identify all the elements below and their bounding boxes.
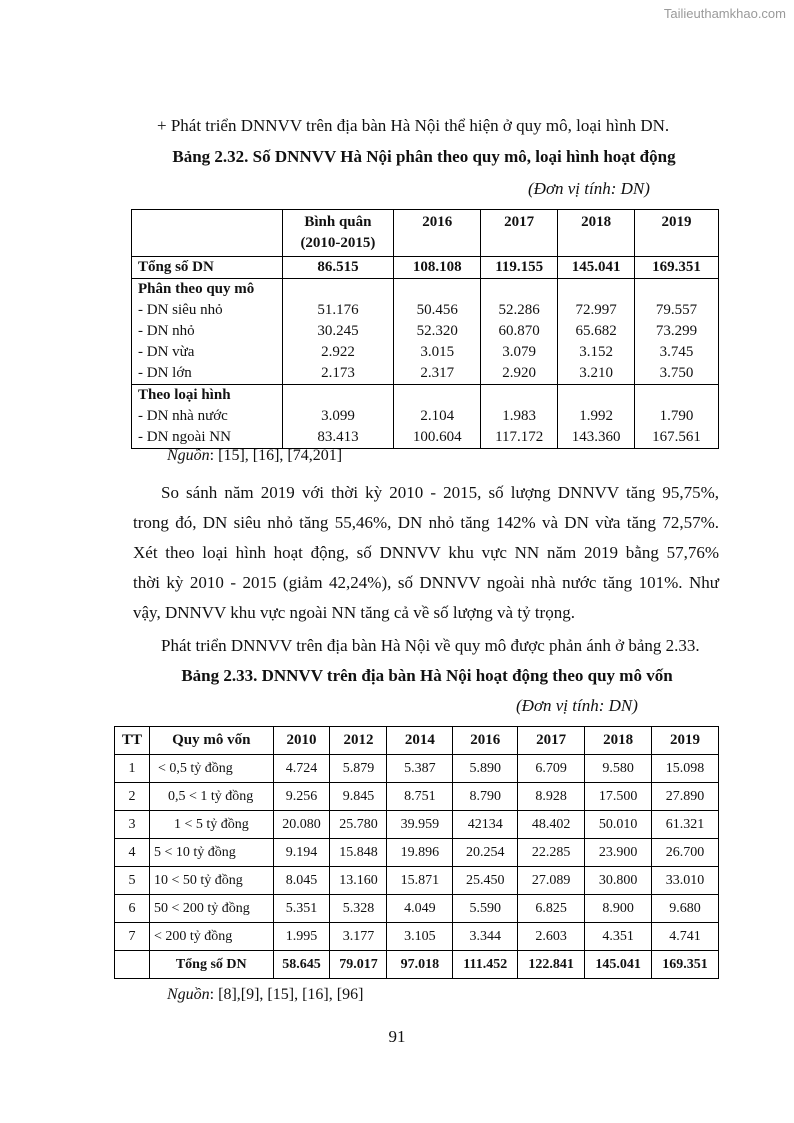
cell-value: 100.604: [412, 429, 462, 445]
cell-value: 58.645: [273, 951, 330, 979]
scale-group-labels: [132, 279, 283, 385]
row-label: - DN lớn: [138, 365, 192, 381]
paragraph-line: thời kỳ 2010 - 2015 (giảm 42,24%), số DNNVV ngoài nhà nước tăng 101%. Như: [133, 573, 719, 592]
cell-value: 3.152: [579, 344, 613, 360]
cell-value: 5.351: [273, 895, 330, 923]
cell-value: 8.928: [518, 783, 585, 811]
header-blank-cell: [132, 210, 283, 257]
cell-scale: 50 < 200 tỷ đồng: [149, 895, 273, 923]
cell-value: 8.751: [387, 783, 453, 811]
cell-value: 9.680: [652, 895, 719, 923]
cell-value: 5.890: [453, 755, 518, 783]
cell-value: 83.413: [317, 429, 359, 445]
cell-value: 9.580: [585, 755, 652, 783]
cell-value: 2.173: [321, 365, 355, 381]
row-label: - DN ngoài NN: [138, 429, 231, 445]
cell-value: 3.099: [321, 408, 355, 424]
table-row: [115, 783, 719, 811]
cell-value: 25.780: [330, 811, 387, 839]
cell-tt: 2: [115, 783, 150, 811]
cell-value: 5.387: [387, 755, 453, 783]
cell-value: 48.402: [518, 811, 585, 839]
table-header-row: [115, 727, 719, 755]
row-label: Tổng số DN: [132, 257, 283, 279]
group-title: Phân theo quy mô: [138, 281, 255, 297]
cell-tt: 3: [115, 811, 150, 839]
cell-scale: 0,5 < 1 tỷ đồng: [149, 783, 273, 811]
column-values: [558, 279, 635, 385]
cell-value: 51.176: [317, 302, 359, 318]
header-cell: 2018: [585, 727, 652, 755]
header-cell: 2012: [330, 727, 387, 755]
cell-value: 6.825: [518, 895, 585, 923]
cell-scale: 1 < 5 tỷ đồng: [149, 811, 273, 839]
column-values: [394, 385, 481, 449]
cell-value: 8.790: [453, 783, 518, 811]
table-row: [115, 867, 719, 895]
cell-scale: 10 < 50 tỷ đồng: [149, 867, 273, 895]
cell-value: 17.500: [585, 783, 652, 811]
cell-value: 169.351: [652, 951, 719, 979]
column-values: [635, 385, 719, 449]
cell-value: 72.997: [575, 302, 617, 318]
paragraph-comparison: [133, 478, 719, 628]
cell-value: 15.098: [652, 755, 719, 783]
watermark: Tailieuthamkhao.com: [663, 6, 786, 21]
column-values: [558, 385, 635, 449]
row-label: - DN nhỏ: [138, 323, 195, 339]
source-label: Nguồn: [167, 447, 210, 464]
cell-value: 61.321: [652, 811, 719, 839]
cell-value: 145.041: [558, 257, 635, 279]
cell-value: 19.896: [387, 839, 453, 867]
cell-value: 30.800: [585, 867, 652, 895]
cell-value: 167.561: [652, 429, 701, 445]
cell-value: 6.709: [518, 755, 585, 783]
header-cell: 2016: [453, 727, 518, 755]
cell-value: 111.452: [453, 951, 518, 979]
table-row: [115, 839, 719, 867]
row-label: - DN siêu nhỏ: [138, 302, 223, 318]
paragraph-line: trong đó, DN siêu nhỏ tăng 55,46%, DN nhỏ tăng 142% và DN vừa tăng 72,57%.: [133, 513, 719, 532]
cell-value: 60.870: [498, 323, 540, 339]
scale-group-block: [132, 279, 719, 385]
cell-value: 4.724: [273, 755, 330, 783]
cell-value: 50.456: [416, 302, 458, 318]
cell-tt: 6: [115, 895, 150, 923]
row-label: - DN nhà nước: [138, 408, 228, 424]
cell-value: 33.010: [652, 867, 719, 895]
cell-value: 5.328: [330, 895, 387, 923]
cell-value: 22.285: [518, 839, 585, 867]
page-number: 91: [388, 1027, 406, 1046]
cell-value: 1.790: [659, 408, 694, 424]
cell-value: 108.108: [394, 257, 481, 279]
cell-value: 5.879: [330, 755, 387, 783]
table1-source: [167, 447, 342, 465]
cell-tt: 5: [115, 867, 150, 895]
cell-value: 169.351: [635, 257, 719, 279]
cell-value: 86.515: [282, 257, 394, 279]
cell-value: 9.845: [330, 783, 387, 811]
header-year: 2016: [394, 210, 481, 257]
cell-value: 4.741: [652, 923, 719, 951]
cell-value: 3.177: [330, 923, 387, 951]
cell-value: 26.700: [652, 839, 719, 867]
source-label: Nguồn: [167, 986, 210, 1003]
column-values: [481, 279, 558, 385]
cell-value: 20.254: [453, 839, 518, 867]
cell-value: 79.557: [655, 302, 698, 318]
type-group-labels: [132, 385, 283, 449]
cell-value: 23.900: [585, 839, 652, 867]
table-row: [115, 895, 719, 923]
cell-value: 27.890: [652, 783, 719, 811]
header-cell: TT: [115, 727, 150, 755]
table-row: [115, 923, 719, 951]
header-cell: 2014: [387, 727, 453, 755]
paragraph-line: vậy, DNNVV khu vực ngoài NN tăng cả về số lượng và tỷ trọng.: [133, 603, 575, 622]
cell-value: 8.045: [273, 867, 330, 895]
table2-title: Bảng 2.33. DNNVV trên địa bàn Hà Nội hoạt động theo quy mô vốn: [181, 666, 673, 685]
cell-value: 2.317: [420, 365, 455, 381]
cell-value: 4.351: [585, 923, 652, 951]
cell-value: 9.194: [273, 839, 330, 867]
paragraph-line: So sánh năm 2019 với thời kỳ 2010 - 2015, số lượng DNNVV tăng 95,75%,: [161, 483, 719, 502]
cell-value: 79.017: [330, 951, 387, 979]
row-label: - DN vừa: [138, 344, 195, 360]
cell-value: 9.256: [273, 783, 330, 811]
column-values: [481, 385, 558, 449]
header-year: 2019: [635, 210, 719, 257]
cell-value: 143.360: [571, 429, 621, 445]
header-year: 2018: [558, 210, 635, 257]
cell-value: 4.049: [387, 895, 453, 923]
header-year: 2017: [481, 210, 558, 257]
cell-tt: 1: [115, 755, 150, 783]
cell-scale: < 0,5 tỷ đồng: [149, 755, 273, 783]
table-header-row: [132, 210, 719, 257]
source-refs: : [15], [16], [74,201]: [209, 447, 343, 464]
cell-value: 145.041: [585, 951, 652, 979]
cell-value: 1.992: [579, 408, 613, 424]
table1-unit: (Đơn vị tính: DN): [528, 179, 650, 198]
cell-total-label: Tổng số DN: [149, 951, 273, 979]
cell-value: 3.105: [387, 923, 453, 951]
table2-unit: (Đơn vị tính: DN): [516, 696, 638, 715]
cell-value: 30.245: [317, 323, 359, 339]
cell-value: 25.450: [453, 867, 518, 895]
total-row: [132, 257, 719, 279]
cell-value: 15.871: [387, 867, 453, 895]
total-row: [115, 951, 719, 979]
column-values: [282, 279, 394, 385]
cell-value: 3.015: [420, 344, 455, 360]
cell-scale: 5 < 10 tỷ đồng: [149, 839, 273, 867]
source-refs: : [8],[9], [15], [16], [96]: [209, 986, 364, 1003]
cell-value: 3.745: [659, 344, 694, 360]
table-dn-by-scale-type: [131, 209, 719, 449]
header-cell: 2010: [273, 727, 330, 755]
table-row: [115, 755, 719, 783]
column-values: [635, 279, 719, 385]
cell-value: 3.079: [502, 344, 537, 360]
cell-value: 39.959: [387, 811, 453, 839]
header-average: [282, 210, 394, 257]
cell-value: 1.995: [273, 923, 330, 951]
cell-scale: < 200 tỷ đồng: [149, 923, 273, 951]
header-cell: 2017: [518, 727, 585, 755]
cell-value: 117.172: [495, 429, 544, 445]
cell-tt: 7: [115, 923, 150, 951]
cell-value: 2.603: [518, 923, 585, 951]
cell-value: 97.018: [387, 951, 453, 979]
cell-value: 3.750: [659, 365, 694, 381]
cell-value: 65.682: [575, 323, 617, 339]
cell-value: 13.160: [330, 867, 387, 895]
cell-value: 42134: [453, 811, 518, 839]
cell-value: 27.089: [518, 867, 585, 895]
cell-value: 20.080: [273, 811, 330, 839]
cell-value: 15.848: [330, 839, 387, 867]
header-cell: Quy mô vốn: [149, 727, 273, 755]
cell-value: 2.922: [321, 344, 355, 360]
table1-title: Bảng 2.32. Số DNNVV Hà Nội phân theo quy mô, loại hình hoạt động: [172, 147, 676, 166]
column-values: [282, 385, 394, 449]
cell-value: 2.104: [420, 408, 455, 424]
table-dn-by-capital: [114, 726, 719, 979]
cell-value: 3.344: [453, 923, 518, 951]
header-average-line1: Bình quân: [304, 214, 372, 230]
header-cell: 2019: [652, 727, 719, 755]
cell-tt: 4: [115, 839, 150, 867]
group-title: Theo loại hình: [138, 387, 231, 403]
cell-value: 119.155: [481, 257, 558, 279]
cell-value: 122.841: [518, 951, 585, 979]
cell-value: 8.900: [585, 895, 652, 923]
cell-value: 2.920: [502, 365, 537, 381]
cell-value: 73.299: [655, 323, 698, 339]
cell-value: 52.286: [498, 302, 540, 318]
intro-line: + Phát triển DNNVV trên địa bàn Hà Nội thể hiện ở quy mô, loại hình DN.: [157, 116, 670, 135]
type-group-block: [132, 385, 719, 449]
cell-value: 52.320: [416, 323, 458, 339]
table-row: [115, 811, 719, 839]
paragraph-table-ref: Phát triển DNNVV trên địa bàn Hà Nội về quy mô được phản ánh ở bảng 2.33.: [161, 636, 700, 655]
header-average-line2: (2010-2015): [300, 235, 376, 251]
column-values: [394, 279, 481, 385]
cell-value: 3.210: [579, 365, 613, 381]
cell-value: 1.983: [502, 408, 537, 424]
paragraph-line: Xét theo loại hình hoạt động, số DNNVV khu vực NN năm 2019 bằng 57,76%: [133, 543, 719, 562]
cell-value: 50.010: [585, 811, 652, 839]
cell-tt-empty: [115, 951, 150, 979]
table2-source: [167, 986, 363, 1004]
cell-value: 5.590: [453, 895, 518, 923]
